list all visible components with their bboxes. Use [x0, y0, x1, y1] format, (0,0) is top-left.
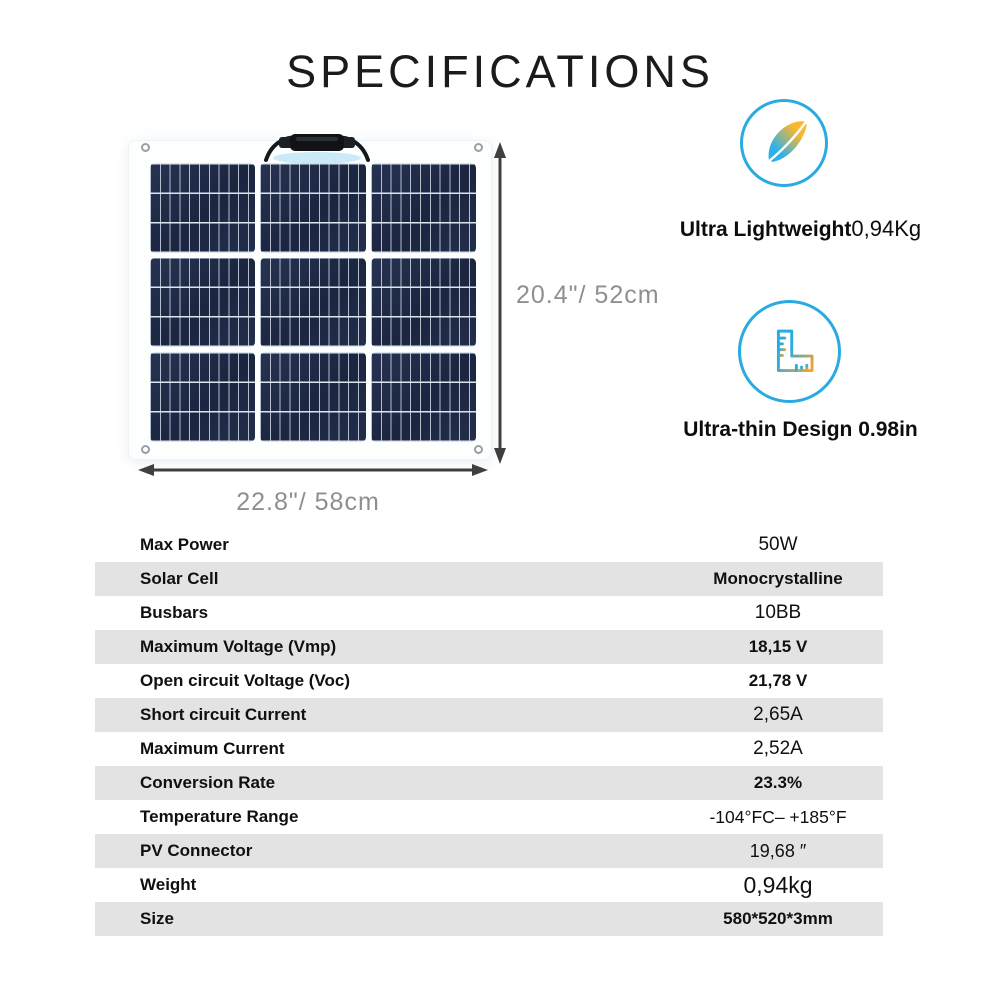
table-row [95, 596, 883, 630]
lightweight-value: 0,94Kg [851, 216, 922, 241]
spec-value: -104°FC– +185°F [709, 806, 847, 827]
ultrathin-caption: Ultra-thin Design 0.98in [683, 418, 918, 441]
spec-label: Maximum Current [140, 739, 285, 758]
lightweight-caption [628, 216, 973, 242]
spec-label: Temperature Range [140, 807, 299, 826]
ruler-icon [761, 323, 819, 381]
cell-block [150, 163, 255, 253]
spec-value: 0,94kg [743, 871, 813, 898]
spec-label: Busbars [140, 603, 209, 622]
page-title: SPECIFICATIONS [286, 46, 714, 97]
panel-height-label: 20.4"/ 52cm [516, 281, 660, 309]
spec-value: 2,52A [753, 738, 803, 759]
spec-label: Maximum Voltage (Vmp) [140, 637, 337, 656]
panel-width-label: 22.8"/ 58cm [236, 488, 380, 516]
spec-label: Conversion Rate [140, 773, 276, 792]
cell-block [371, 352, 476, 442]
cell-block [260, 352, 365, 442]
table-row [95, 766, 883, 800]
spec-value: Monocrystalline [713, 569, 843, 588]
table-row [95, 902, 883, 936]
table-row [95, 834, 883, 868]
spec-label: Solar Cell [140, 569, 219, 588]
feather-icon [757, 116, 811, 170]
ultrathin-badge [738, 300, 841, 403]
table-row [95, 630, 883, 664]
spec-label: PV Connector [140, 841, 253, 860]
spec-value: 50W [758, 534, 798, 555]
spec-label: Max Power [140, 535, 229, 554]
grommet-bottom-right [474, 445, 483, 454]
table-row [95, 868, 883, 902]
spec-value: 18,15 V [748, 637, 808, 656]
spec-label: Size [140, 909, 175, 928]
solar-cell-grid [150, 163, 476, 442]
spec-label: Short circuit Current [140, 705, 307, 724]
junction-box-icon [252, 124, 382, 166]
spec-table [95, 528, 883, 936]
table-row [95, 800, 883, 834]
cell-block [260, 163, 365, 253]
lightweight-badge [740, 99, 828, 187]
cell-block [150, 258, 255, 348]
grommet-bottom-left [141, 445, 150, 454]
spec-label: Weight [140, 875, 197, 894]
table-row [95, 562, 883, 596]
table-row [95, 528, 883, 562]
cell-block [371, 258, 476, 348]
lightweight-title: Ultra Lightweight [679, 218, 852, 241]
cell-block [150, 352, 255, 442]
grommet-top-left [141, 143, 150, 152]
grommet-top-right [474, 143, 483, 152]
cell-block [371, 163, 476, 253]
spec-value: 580*520*3mm [723, 909, 833, 928]
table-row [95, 698, 883, 732]
spec-value: 21,78 V [748, 671, 808, 690]
spec-value: 2,65A [753, 704, 803, 725]
table-row [95, 732, 883, 766]
spec-value: 19,68 ″ [749, 840, 807, 861]
spec-value: 23.3% [753, 773, 803, 792]
cell-block [260, 258, 365, 348]
spec-value: 10BB [754, 602, 802, 623]
spec-label: Open circuit Voltage (Voc) [140, 671, 351, 690]
table-row [95, 664, 883, 698]
